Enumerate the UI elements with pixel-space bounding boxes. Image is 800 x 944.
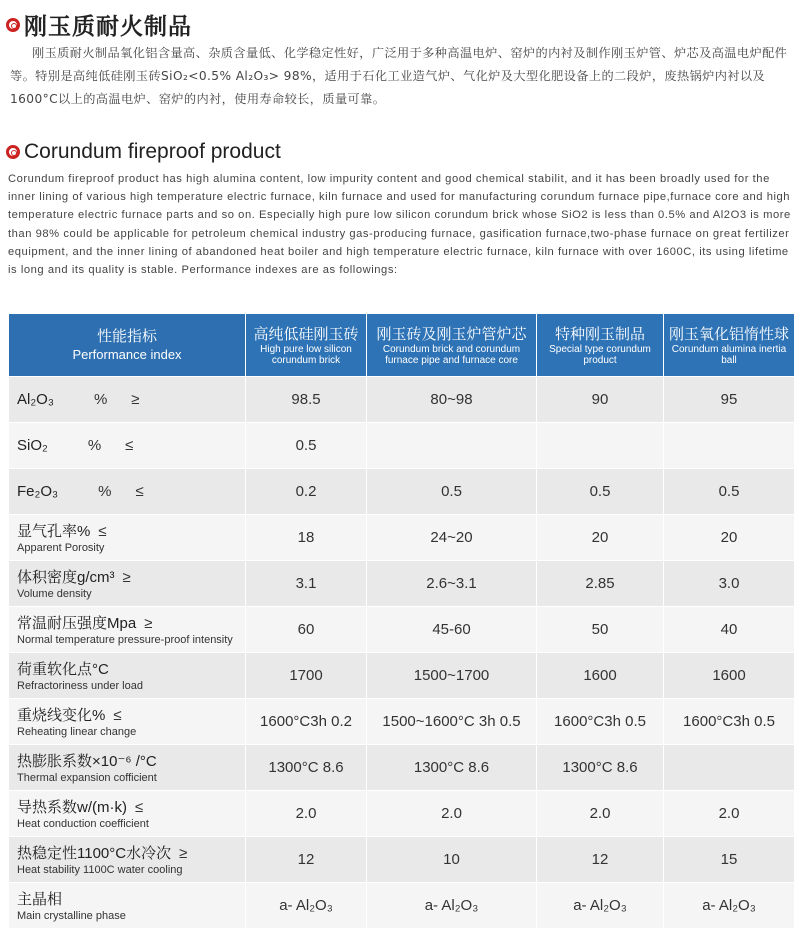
- header-cell: 性能指标 Performance index: [9, 314, 246, 377]
- value-cell: 12: [537, 837, 664, 883]
- row-label: 主晶相: [17, 891, 63, 908]
- value-cell: 1300°C 8.6: [246, 745, 367, 791]
- row-label: SiO₂: [17, 437, 48, 454]
- description-cn: 刚玉质耐火制品氧化铝含量高、杂质含量低、化学稳定性好，广泛用于多种高温电炉、窑炉的内衬及制作刚玉炉管、炉芯及高温电炉配件等。特别是高纯低硅刚玉砖SiO₂<0.5% Al₂O₃> 98%，适用于石化工业造气炉、气化炉及大型化肥设备上的二段炉，废热锅炉内衬以及1600°C以上的高温电炉、窑炉的内衬，使用寿命较长，质量可靠。: [10, 46, 788, 106]
- table-row: [9, 515, 795, 561]
- row-label: 荷重软化点°C: [17, 661, 109, 678]
- target-bullet-icon: [6, 145, 20, 159]
- row-unit: %: [98, 483, 112, 500]
- value-cell: 1500~1700: [367, 653, 537, 699]
- value-cell: a- Al₂O₃: [664, 883, 795, 929]
- description-en: Corundum fireproof product has high alumina content, low impurity content and good chemical stabilit, and it has been broadly used for the inner lining of various high temperature electric furnace, kiln furnace and used for manufacturing corundum furnace pipe,furnace core and high temperature electric furnace parts and so on. Especially high pure low silicon corundum brick whose SiO2 is less than 0.5% and Al2O3 is more than 98% could be applicable for petroleum chemical industry gas-producing furnace, gasification furnace,two-phase furnace on great fertilizer equipment, and the inner lining of abandoned heat boiler and high temperature electric furnace, kiln furnace with over 1600C, its using lifetime is long and its quality is stable. Performance indexes are as followings:: [8, 173, 791, 277]
- value-cell: 1600°C3h 0.2: [246, 699, 367, 745]
- row-label-cell: [9, 515, 246, 561]
- value-cell: 2.0: [246, 791, 367, 837]
- table-row: [9, 745, 795, 791]
- row-label-en: Refractoriness under load: [17, 680, 143, 692]
- value-cell: 10: [367, 837, 537, 883]
- row-label-cell: [9, 423, 246, 469]
- value-cell: 2.0: [367, 791, 537, 837]
- section-title-en: [6, 140, 281, 164]
- row-label: 热稳定性1100°C水冷次: [17, 845, 172, 862]
- section-title-cn: [6, 8, 192, 41]
- row-unit: %: [93, 391, 108, 408]
- row-label-cell: [9, 883, 246, 929]
- row-label: Al₂O₃: [17, 391, 54, 408]
- row-label: 重烧线变化%: [17, 707, 106, 724]
- table-row: [9, 653, 795, 699]
- table-row: [9, 377, 795, 423]
- row-operator: ≤: [125, 437, 134, 454]
- row-label-cell: [9, 791, 246, 837]
- row-label-en: Thermal expansion cofficient: [17, 772, 157, 784]
- row-label-cell: [9, 561, 246, 607]
- value-cell: [367, 423, 537, 469]
- row-label-cell: [9, 377, 246, 423]
- value-cell: 1600°C3h 0.5: [664, 699, 795, 745]
- table-row: [9, 883, 795, 929]
- row-label-en: Normal temperature pressure-proof intensity: [17, 634, 233, 646]
- row-label: 常温耐压强度Mpa: [17, 615, 137, 632]
- table-row: [9, 791, 795, 837]
- table-row: [9, 607, 795, 653]
- performance-table: [8, 313, 795, 929]
- value-cell: a- Al₂O₃: [537, 883, 664, 929]
- value-cell: [664, 423, 795, 469]
- target-bullet-icon: [6, 18, 20, 32]
- row-label: Fe₂O₃: [17, 483, 59, 500]
- table-row: [9, 561, 795, 607]
- value-cell: 0.2: [246, 469, 367, 515]
- value-cell: 50: [537, 607, 664, 653]
- value-cell: 1600°C3h 0.5: [537, 699, 664, 745]
- value-cell: 15: [664, 837, 795, 883]
- value-cell: 2.85: [537, 561, 664, 607]
- value-cell: 1500~1600°C 3h 0.5: [367, 699, 537, 745]
- row-label-en: Reheating linear change: [17, 726, 137, 738]
- value-cell: 2.6~3.1: [367, 561, 537, 607]
- value-cell: 90: [537, 377, 664, 423]
- row-label-cell: [9, 607, 246, 653]
- row-label: 导热系数w/(m·k): [17, 799, 127, 816]
- header-cell: 特种刚玉制品 Special type corundum product: [537, 314, 664, 377]
- value-cell: 0.5: [664, 469, 795, 515]
- row-operator: ≤: [113, 707, 122, 724]
- header-cell: 刚玉氧化铝惰性球 Corundum alumina inertia ball: [664, 314, 795, 377]
- value-cell: a- Al₂O₃: [367, 883, 537, 929]
- row-label-en: Heat stability 1100C water cooling: [17, 864, 183, 876]
- row-operator: ≤: [135, 483, 144, 500]
- row-label-cell: [9, 745, 246, 791]
- row-operator: ≥: [144, 615, 153, 632]
- row-label-en: Main crystalline phase: [17, 910, 126, 922]
- value-cell: 60: [246, 607, 367, 653]
- header-cell: 高纯低硅刚玉砖 High pure low silicon corundum brick: [246, 314, 367, 377]
- row-operator: ≤: [134, 799, 144, 816]
- row-label: 热膨胀系数×10⁻⁶ /°C: [17, 753, 157, 770]
- value-cell: a- Al₂O₃: [246, 883, 367, 929]
- row-operator: ≥: [179, 845, 188, 862]
- value-cell: 1300°C 8.6: [367, 745, 537, 791]
- value-cell: 24~20: [367, 515, 537, 561]
- header-cell: 刚玉砖及刚玉炉管炉芯 Corundum brick and corundum furnace pipe and furnace core: [367, 314, 537, 377]
- value-cell: [664, 745, 795, 791]
- value-cell: 0.5: [537, 469, 664, 515]
- value-cell: 80~98: [367, 377, 537, 423]
- table-row: [9, 423, 795, 469]
- row-operator: ≥: [122, 569, 131, 586]
- value-cell: 0.5: [246, 423, 367, 469]
- row-label-cell: [9, 653, 246, 699]
- table-header-row: [9, 314, 795, 377]
- table-row: [9, 469, 795, 515]
- value-cell: 1600: [537, 653, 664, 699]
- value-cell: 3.1: [246, 561, 367, 607]
- row-label-en: Apparent Porosity: [17, 542, 105, 554]
- value-cell: 3.0: [664, 561, 795, 607]
- row-label-en: Heat conduction coefficient: [17, 818, 149, 830]
- value-cell: 20: [537, 515, 664, 561]
- value-cell: 95: [664, 377, 795, 423]
- section-title-text: 刚玉质耐火制品: [24, 14, 192, 40]
- row-operator: ≥: [131, 391, 140, 408]
- value-cell: 1700: [246, 653, 367, 699]
- value-cell: 18: [246, 515, 367, 561]
- value-cell: 98.5: [246, 377, 367, 423]
- row-label: 体积密度g/cm³: [17, 569, 115, 586]
- row-label-cell: [9, 837, 246, 883]
- value-cell: 2.0: [664, 791, 795, 837]
- value-cell: 0.5: [367, 469, 537, 515]
- value-cell: [537, 423, 664, 469]
- row-label-cell: [9, 699, 246, 745]
- value-cell: 45-60: [367, 607, 537, 653]
- row-operator: ≤: [98, 523, 107, 540]
- row-unit: %: [87, 437, 102, 454]
- value-cell: 20: [664, 515, 795, 561]
- value-cell: 12: [246, 837, 367, 883]
- value-cell: 40: [664, 607, 795, 653]
- value-cell: 1600: [664, 653, 795, 699]
- row-label-cell: [9, 469, 246, 515]
- table-row: [9, 837, 795, 883]
- value-cell: 1300°C 8.6: [537, 745, 664, 791]
- row-label-en: Volume density: [17, 588, 92, 600]
- table-row: [9, 699, 795, 745]
- value-cell: 2.0: [537, 791, 664, 837]
- row-label: 显气孔率%: [17, 523, 91, 540]
- section-title-text: Corundum fireproof product: [24, 140, 281, 163]
